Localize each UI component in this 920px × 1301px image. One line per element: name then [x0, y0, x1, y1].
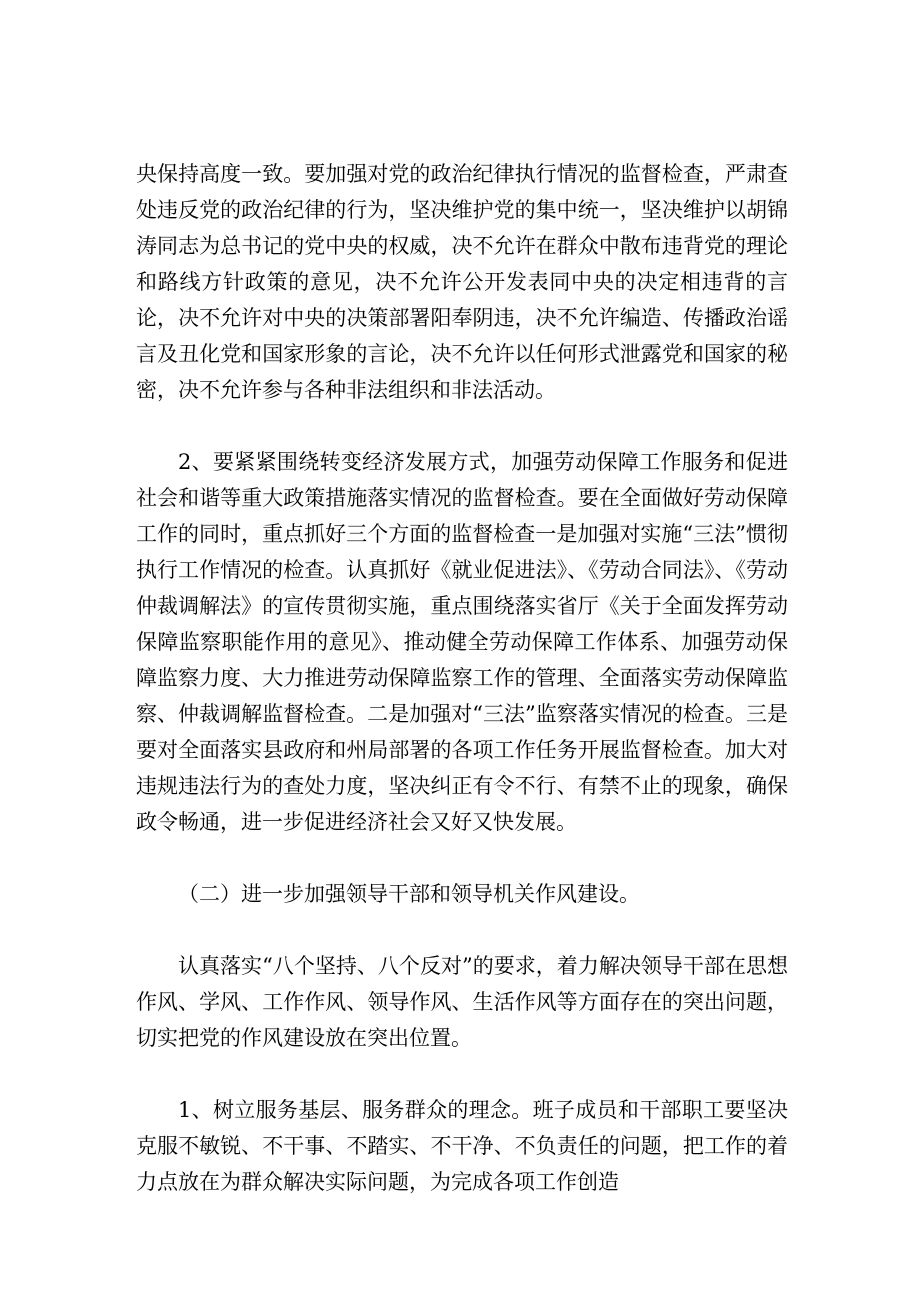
- document-page: [136, 156, 788, 1200]
- paragraph-continuation: 央保持高度一致。要加强对党的政治纪律执行情况的监督检查，严肃查处违反党的政治纪律的行为，坚决维护党的集中统一，坚决维护以胡锦涛同志为总书记的党中央的权威，决不允许在群众中散布违背党的理论和路线方针政策的意见，决不允许公开发表同中央的决定相违背的言论，决不允许对中央的决策部署阳奉阴违，决不允许编造、传播政治谣言及丑化党和国家形象的言论，决不允许以任何形式泄露党和国家的秘密，决不允许参与各种非法组织和非法活动。: [136, 162, 788, 402]
- paragraph-item-1: 1、树立服务基层、服务群众的理念。班子成员和干部职工要坚决克服不敏锐、不干事、不踏实、不干净、不负责任的问题，把工作的着力点放在为群众解决实际问题，为完成各项工作创造: [136, 1098, 788, 1194]
- paragraph-intro: 认真落实“八个坚持、八个反对”的要求，着力解决领导干部在思想作风、学风、工作作风、领导作风、生活作风等方面存在的突出问题，切实把党的作风建设放在突出位置。: [136, 954, 788, 1050]
- section-heading-2: （二）进一步加强领导干部和领导机关作风建设。: [178, 882, 640, 906]
- paragraph-item-2: 2、要紧紧围绕转变经济发展方式，加强劳动保障工作服务和促进社会和谐等重大政策措施落实情况的监督检查。要在全面做好劳动保障工作的同时，重点抓好三个方面的监督检查一是加强对实施“三法”惯彻执行工作情况的检查。认真抓好《就业促进法》、《劳动合同法》、《劳动仲裁调解法》的宣传贯彻实施，重点围绕落实省厅《关于全面发挥劳动保障监察职能作用的意见》、推动健全劳动保障工作体系、加强劳动保障监察力度、大力推进劳动保障监察工作的管理、全面落实劳动保障监察、仲裁调解监督检查。二是加强对“三法”监察落实情况的检查。三是要对全面落实县政府和州局部署的各项工作任务开展监督检查。加大对违规违法行为的查处力度，坚决纠正有令不行、有禁不止的现象，确保政令畅通，进一步促进经济社会又好又快发展。: [136, 450, 788, 834]
